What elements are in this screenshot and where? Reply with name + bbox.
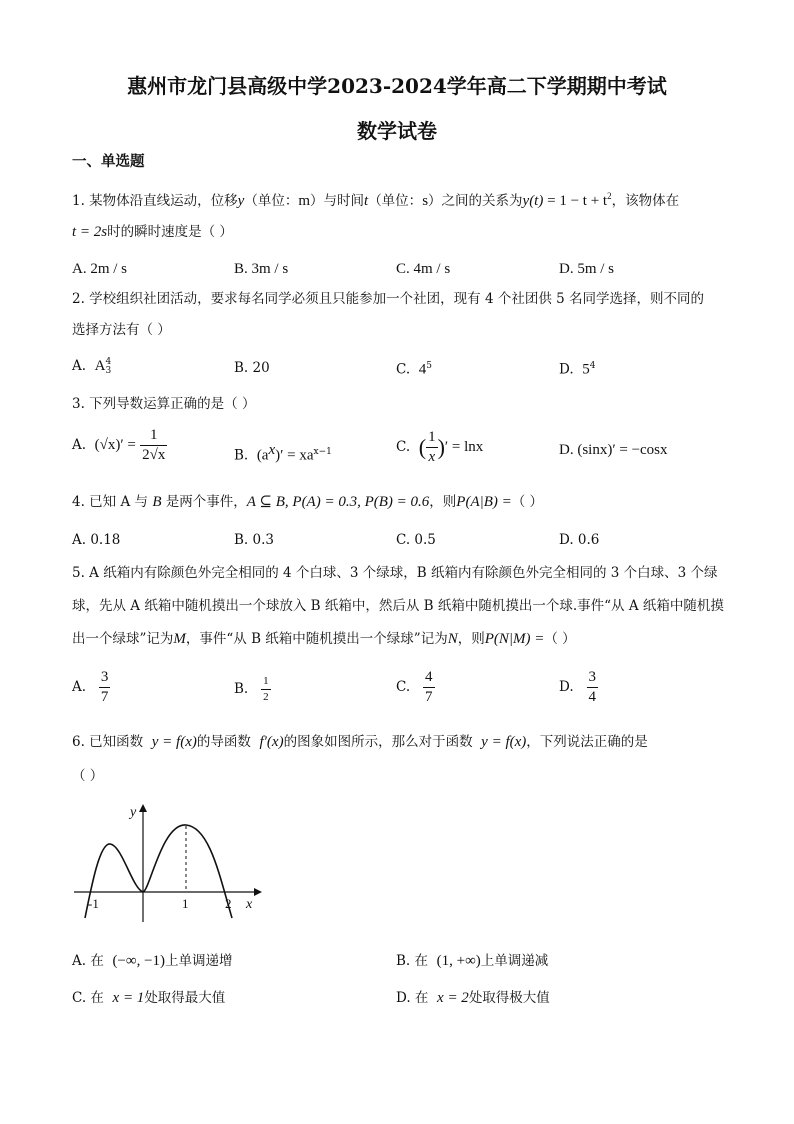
q5-stem: 5. A 纸箱内有除颜色外完全相同的 4 个白球、3 个绿球，B 纸箱内有除颜色外完全相同的 3 个白球、3 个绿 bbox=[72, 565, 718, 581]
q2-option-d[interactable]: D. $5^4$ bbox=[559, 361, 596, 378]
q1-stem-line2: t = 2s时的瞬时速度是（ ） bbox=[72, 224, 233, 240]
q3-option-b[interactable]: B. $(a^x)' = xa^{x-1}$ bbox=[234, 442, 332, 464]
y-axis-arrow-icon bbox=[139, 804, 147, 812]
q4-option-a[interactable]: A. 0.18 bbox=[72, 532, 121, 548]
q6-option-a[interactable]: A. 在 (−∞, −1)上单调递增 bbox=[72, 953, 233, 969]
x-axis-label: x bbox=[246, 897, 253, 912]
derivative-curve bbox=[85, 825, 232, 918]
derivative-graph bbox=[70, 798, 270, 928]
page-title: 惠州市龙门县高级中学2023-2024学年高二下学期期中考试 bbox=[127, 74, 667, 98]
q4-option-b[interactable]: B. 0.3 bbox=[234, 532, 274, 548]
q6-option-c[interactable]: C. 在 x = 1处取得最大值 bbox=[72, 990, 226, 1006]
q4-option-d[interactable]: D. 0.6 bbox=[559, 532, 600, 548]
y-axis-label: y bbox=[130, 805, 137, 820]
q1-option-b[interactable]: B. 3m / s bbox=[234, 261, 289, 277]
q3-stem: 3. 下列导数运算正确的是（ ） bbox=[72, 396, 256, 412]
q3-option-c[interactable]: C. ( $\frac{1}{x}$ )′ = lnx bbox=[396, 429, 484, 465]
section-heading: 一、单选题 bbox=[72, 153, 145, 170]
q5-stem-line3: 出一个绿球”记为M，事件“从 B 纸箱中随机摸出一个绿球”记为N，则P(N|M) =（ ） bbox=[72, 631, 576, 647]
q2-option-c[interactable]: C. $4^5$ bbox=[396, 361, 432, 378]
q6-stem-line2: （ ） bbox=[72, 768, 104, 784]
q2-option-a[interactable]: A. A 4 3 bbox=[72, 356, 112, 376]
q3-option-a-fraction: $\frac{1}{2√x}$ bbox=[142, 427, 166, 463]
q5-stem-line2: 球，先从 A 纸箱中随机摸出一个球放入 B 纸箱中，然后从 B 纸箱中随机摸出一个球.事件“从 A 纸箱中随机摸 bbox=[72, 598, 724, 614]
x-axis-arrow-icon bbox=[254, 888, 262, 896]
q2-option-b[interactable]: B. 20 bbox=[234, 360, 270, 376]
q1-option-c[interactable]: C. 4m / s bbox=[396, 261, 451, 277]
q5-option-d[interactable]: D. $\frac{3}{4}$ bbox=[559, 669, 597, 705]
q3-option-d[interactable]: D. (sinx)′ = −cosx bbox=[559, 442, 668, 458]
q5-option-b[interactable]: B. $\frac{1}{2}$ bbox=[234, 675, 269, 703]
q1-option-d[interactable]: D. 5m / s bbox=[559, 261, 615, 277]
q1-option-a[interactable]: A. 2m / s bbox=[72, 261, 128, 277]
q6-option-d[interactable]: D. 在 x = 2处取得极大值 bbox=[396, 990, 550, 1006]
q6-stem: 6. 已知函数 y = f(x)的导函数 f′(x)的图象如图所示，那么对于函数 y = f(x)，下列说法正确的是 bbox=[72, 734, 648, 750]
q3-option-a[interactable]: A. (√x)′ = $\frac{1}{2√x}$ bbox=[72, 427, 166, 463]
q4-option-c[interactable]: C. 0.5 bbox=[396, 532, 436, 548]
page-subtitle: 数学试卷 bbox=[357, 119, 437, 143]
q5-option-c[interactable]: C. $\frac{4}{7}$ bbox=[396, 669, 433, 705]
q4-stem: 4. 已知 A 与 B 是两个事件，A ⊆ B, P(A) = 0.3, P(B) = 0.6，则P(A|B) =（ ） bbox=[72, 494, 544, 510]
tick-label-2: 2 bbox=[225, 896, 232, 911]
q2-stem-line2: 选择方法有（ ） bbox=[72, 322, 171, 338]
q6-option-b[interactable]: B. 在 (1, +∞)上单调递减 bbox=[396, 953, 549, 969]
tick-label-neg1: -1 bbox=[88, 896, 99, 911]
q5-option-a[interactable]: A. $\frac{3}{7}$ bbox=[72, 669, 109, 705]
tick-label-1: 1 bbox=[182, 896, 189, 911]
q2-stem: 2. 学校组织社团活动，要求每名同学必须且只能参加一个社团，现有 4 个社团供 5 名同学选择，则不同的 bbox=[72, 291, 705, 307]
q1-stem: 1. 某物体沿直线运动，位移y（单位：m）与时间t（单位：s）之间的关系为$y(t) = 1 - t + t^2$，该物体在 bbox=[72, 191, 680, 209]
